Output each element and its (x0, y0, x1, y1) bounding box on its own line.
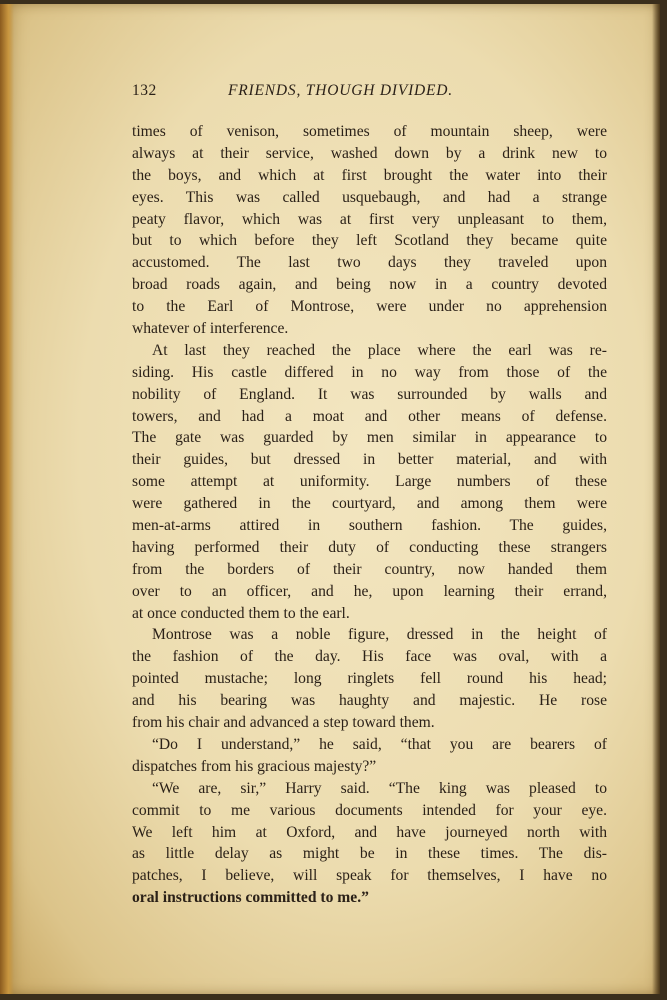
text-line: siding. His castle differed in no way from those of the (132, 363, 607, 381)
text-line: some attempt at uniformity. Large numbers of these (132, 473, 607, 491)
body-text (132, 121, 607, 909)
text-line: patches, I believe, will speak for themselves, I have no (132, 867, 607, 885)
book-page (0, 4, 660, 994)
page-edge-shadow (652, 4, 660, 994)
text-line: from the borders of their country, now handed them (132, 560, 607, 578)
text-line: accustomed. The last two days they traveled upon (132, 254, 607, 272)
text-line: the boys, and which at first brought the water into their (132, 166, 607, 184)
text-line: pointed mustache; long ringlets fell round his head; (132, 670, 607, 688)
text-line: nobility of England. It was surrounded by walls and (132, 385, 607, 403)
page-gutter-shadow (0, 4, 14, 994)
text-line: men-at-arms attired in southern fashion. The guides, (132, 517, 607, 535)
text-line: but to which before they left Scotland they became quite (132, 232, 607, 250)
text-line: were gathered in the courtyard, and among them were (132, 495, 607, 513)
text-line: from his chair and advanced a step toward them. (132, 714, 435, 732)
text-line: Montrose was a noble figure, dressed in the height of (152, 626, 607, 644)
text-line: eyes. This was called usquebaugh, and had a strange (132, 188, 607, 206)
text-line: times of venison, sometimes of mountain sheep, were (132, 123, 607, 140)
text-line: and his bearing was haughty and majestic. He rose (132, 692, 607, 710)
text-line: peaty flavor, which was at first very unpleasant to them, (132, 210, 607, 228)
text-line: The gate was guarded by men similar in appearance to (132, 429, 607, 447)
text-line: We left him at Oxford, and have journeyed north with (132, 823, 607, 841)
text-line: the fashion of the day. His face was oval, with a (132, 648, 607, 666)
text-line: to the Earl of Montrose, were under no apprehension (132, 298, 607, 316)
text-line: broad roads again, and being now in a country devoted (132, 276, 607, 294)
text-line: having performed their duty of conducting these strangers (132, 538, 607, 556)
text-line: “We are, sir,” Harry said. “The king was pleased to (152, 779, 607, 797)
text-line: always at their service, washed down by a drink new to (132, 144, 607, 162)
page-number: 132 (132, 82, 157, 99)
text-line: as little delay as might be in these times. The dis- (132, 845, 607, 863)
text-line: At last they reached the place where the earl was re- (152, 341, 607, 359)
text-line: oral instructions committed to me.” (132, 889, 369, 907)
text-line: their guides, but dressed in better material, and with (132, 451, 607, 469)
text-line: “Do I understand,” he said, “that you are bearers of (152, 735, 607, 753)
text-line: commit to me various documents intended for your eye. (132, 801, 607, 819)
running-title: FRIENDS, THOUGH DIVIDED. (228, 82, 453, 99)
text-line: at once conducted them to the earl. (132, 604, 350, 622)
page-header (132, 82, 605, 106)
text-line: towers, and had a moat and other means of defense. (132, 407, 607, 425)
text-line: over to an officer, and he, upon learning their errand, (132, 582, 607, 600)
text-line: whatever of interference. (132, 320, 289, 338)
text-line: dispatches from his gracious majesty?” (132, 757, 377, 775)
